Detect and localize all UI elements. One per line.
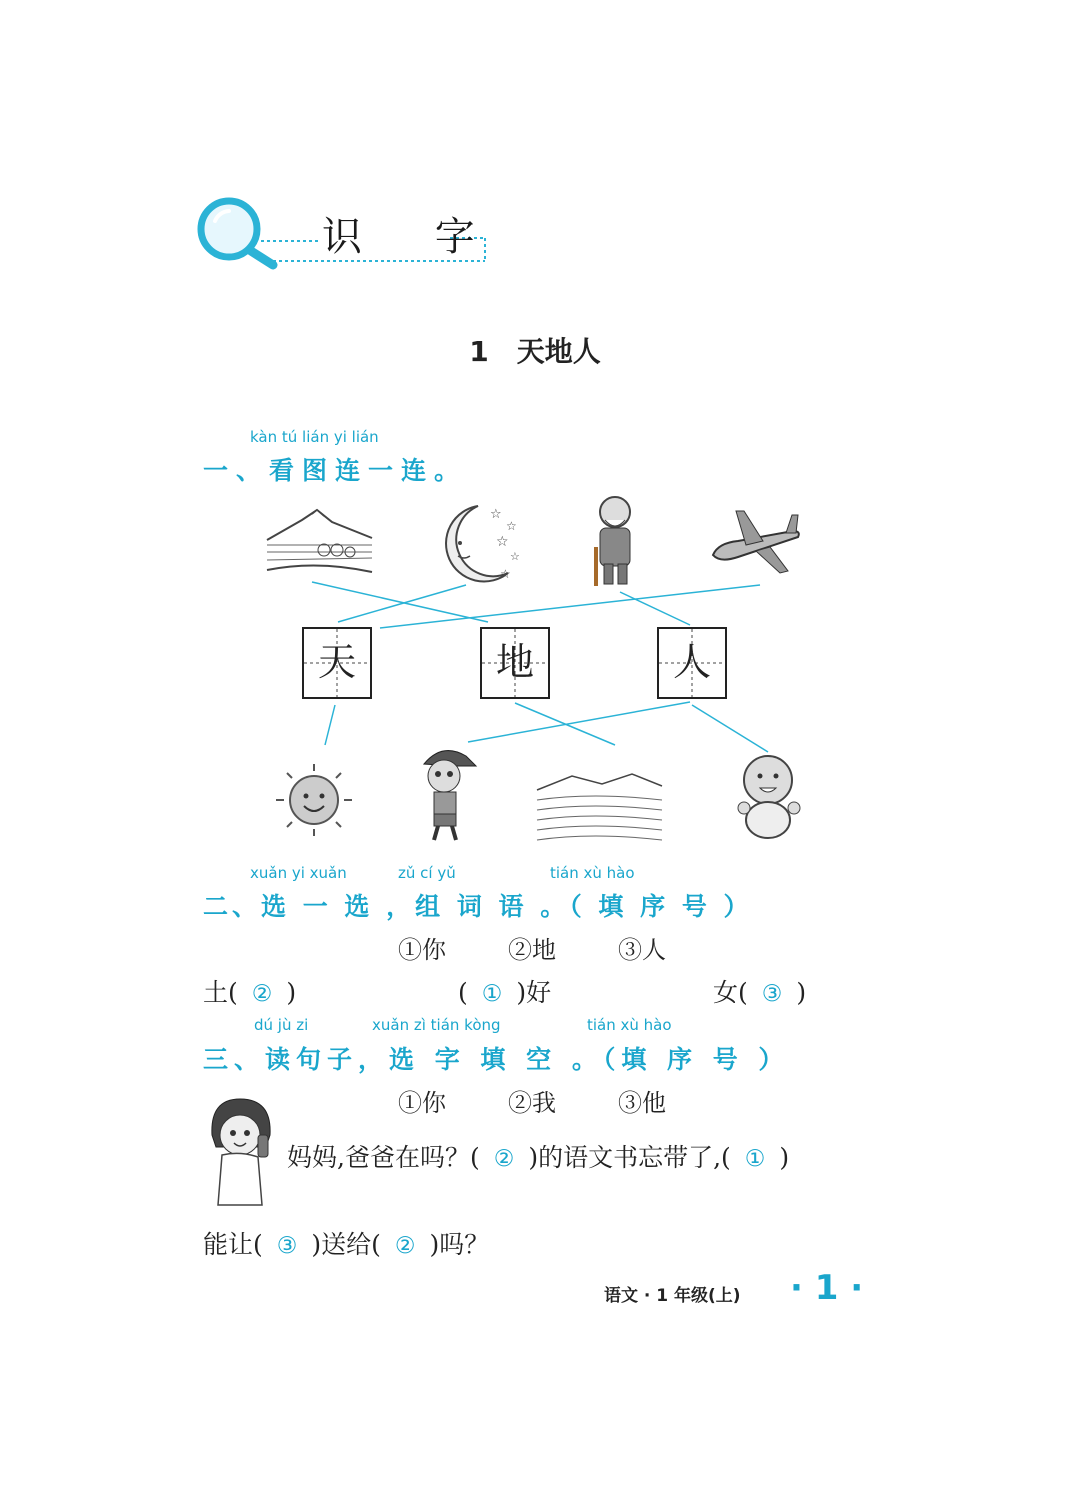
- baby-picture: [732, 750, 804, 845]
- q2-item-1: 土( ② ): [203, 978, 297, 1007]
- q3-pinyin-2: xuǎn zì tián kòng: [372, 1016, 501, 1034]
- q2-item-2: ( ① )好: [458, 978, 552, 1007]
- q3-option-2: ②我: [508, 1089, 556, 1117]
- char-box-di: [480, 627, 550, 699]
- q3-option-3: ③他: [618, 1089, 666, 1117]
- lesson-number: 1: [469, 335, 489, 368]
- q2-option-2: ②地: [508, 936, 556, 964]
- q2-option-1: ①你: [398, 936, 446, 964]
- char-ren: 人: [672, 640, 711, 684]
- q2-pinyin-2: zǔ cí yǔ: [398, 864, 456, 882]
- page-number: · 1 ·: [790, 1268, 864, 1308]
- lesson-name: 天地人: [516, 335, 601, 368]
- answer: ①: [744, 1146, 766, 1172]
- sun-picture: [272, 760, 356, 840]
- answer: ③: [761, 981, 783, 1007]
- char-di: 地: [495, 640, 534, 684]
- answer: ②: [394, 1233, 416, 1259]
- q2-option-3: ③人: [618, 936, 666, 964]
- answer: ②: [251, 981, 273, 1007]
- q2-heading: 二、选 一 选 ，组 词 语 。（ 填 序 号 ）: [203, 892, 753, 921]
- char-box-ren: [657, 627, 727, 699]
- book-label: 语文 · 1 年级(上): [604, 1286, 741, 1306]
- q2-pinyin-1: xuǎn yi xuǎn: [250, 864, 347, 882]
- q3-sentence-line-1: 妈妈,爸爸在吗？( ② )的语文书忘带了,( ① ): [287, 1143, 790, 1172]
- svg-text:☆: ☆: [496, 534, 509, 550]
- q2-item-3: 女( ③ ): [713, 978, 807, 1007]
- char-box-tian: [302, 627, 372, 699]
- answer: ②: [493, 1146, 515, 1172]
- section-title: 识 字: [322, 214, 505, 260]
- boy-picture: [412, 742, 480, 847]
- char-tian: 天: [317, 640, 356, 684]
- svg-text:☆: ☆: [506, 519, 517, 533]
- answer: ①: [481, 981, 503, 1007]
- svg-text:☆: ☆: [510, 550, 520, 563]
- q3-pinyin-3: tián xù hào: [587, 1016, 672, 1034]
- q3-pinyin-1: dú jù zi: [254, 1016, 309, 1034]
- q2-pinyin-3: tián xù hào: [550, 864, 635, 882]
- svg-text:☆: ☆: [500, 567, 511, 581]
- q3-option-1: ①你: [398, 1089, 446, 1117]
- svg-text:☆: ☆: [490, 507, 502, 522]
- q3-sentence-line-2: 能让( ③ )送给( ② )吗？: [203, 1230, 490, 1259]
- q3-heading: 三、读句子，选 字 填 空 。（填 序 号 ）: [203, 1045, 790, 1074]
- q1-heading: 一、看图连一连。: [203, 456, 468, 485]
- answer: ③: [276, 1233, 298, 1259]
- terraced-fields-picture: [532, 770, 667, 848]
- q1-pinyin: kàn tú lián yi lián: [250, 428, 379, 446]
- girl-phone-picture: [200, 1095, 282, 1215]
